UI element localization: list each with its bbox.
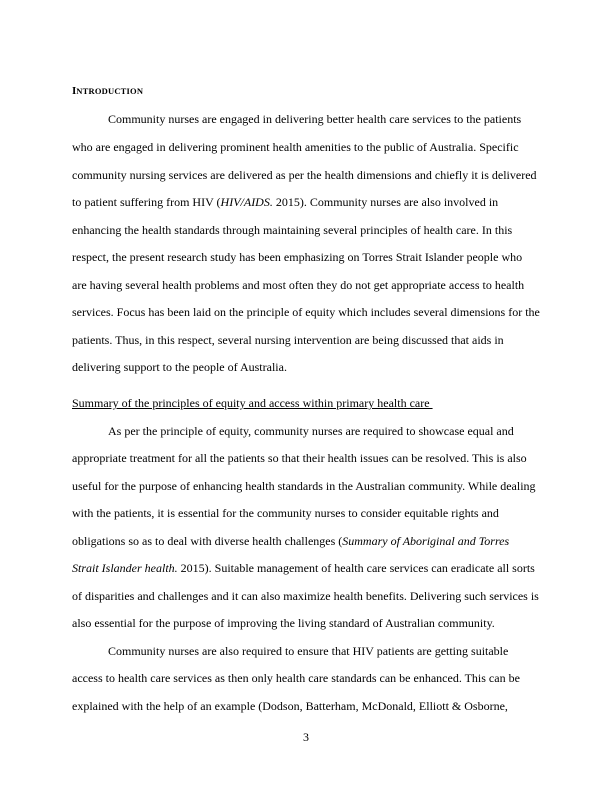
- paragraph-line: explained with the help of an example (Dodson, Batterham, McDonald, Elliott & Osborne,: [72, 699, 508, 713]
- paragraph-line: As per the principle of equity, community nurses are required to showcase equal and: [108, 424, 514, 438]
- paragraph-line: access to health care services as then only health care standards can be enhanced. This can be: [72, 671, 520, 685]
- heading-small-caps: NTRODUCTION: [76, 86, 144, 96]
- text-run: obligations so as to deal with diverse health challenges (: [72, 534, 343, 548]
- citation-italic: Summary of Aboriginal and Torres: [342, 534, 510, 548]
- text-run: 2015). Community nurses are also involved in: [272, 195, 499, 209]
- section-heading-introduction: [72, 84, 143, 98]
- paragraph-line: Community nurses are engaged in delivering better health care services to the patients: [108, 112, 522, 126]
- citation-italic: Strait Islander health.: [72, 561, 178, 575]
- paragraph-line: are having several health problems and most often they do not get appropriate access to health: [72, 278, 525, 292]
- text-run: to patient suffering from HIV (: [72, 195, 221, 209]
- paragraph-line: respect, the present research study has been emphasizing on Torres Strait Islander people who: [72, 250, 523, 264]
- paragraph-line: Community nurses are also required to ensure that HIV patients are getting suitable: [108, 644, 509, 658]
- paragraph-line: enhancing the health standards through maintaining several principles of health care. In this: [72, 223, 513, 237]
- paragraph-line: appropriate treatment for all the patients so that their health issues can be resolved. This is also: [72, 451, 527, 465]
- page-number: 3: [303, 730, 309, 744]
- paragraph-line: also essential for the purpose of improving the living standard of Australian community.: [72, 616, 495, 630]
- paragraph-line: with the patients, it is essential for the community nurses to consider equitable rights and: [72, 506, 499, 520]
- text-run: 2015). Suitable management of health care services can eradicate all sorts: [177, 561, 535, 575]
- paragraph-line: delivering support to the people of Australia.: [72, 360, 287, 374]
- section-subheading: Summary of the principles of equity and access within primary health care: [72, 396, 433, 410]
- paragraph-line: services. Focus has been laid on the principle of equity which includes several dimensions for the: [72, 305, 540, 319]
- paragraph-line: [72, 561, 535, 575]
- paragraph-line: community nursing services are delivered as per the health dimensions and chiefly it is delivered: [72, 168, 537, 182]
- paragraph-line: [72, 534, 509, 548]
- heading-initial: I: [72, 85, 77, 97]
- paragraph-line: who are engaged in delivering prominent health amenities to the public of Australia. Specific: [72, 140, 519, 154]
- citation-italic: HIV/AIDS.: [220, 195, 273, 209]
- paragraph-line: useful for the purpose of enhancing health standards in the Australian community. While dealing: [72, 479, 536, 493]
- paragraph-line: [72, 195, 498, 209]
- paragraph-line: patients. Thus, in this respect, several nursing intervention are being discussed that aids in: [72, 333, 504, 347]
- paragraph-line: of disparities and challenges and it can also maximize health benefits. Delivering such services is: [72, 589, 539, 603]
